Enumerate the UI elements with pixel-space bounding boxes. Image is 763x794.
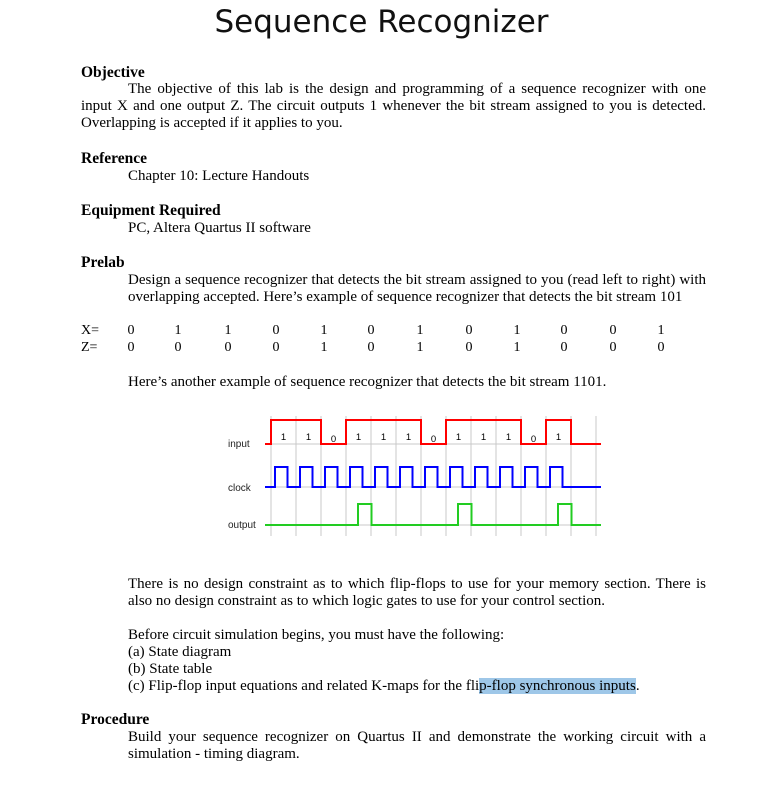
input-signal-label: input <box>228 439 250 450</box>
input-bit-label: 1 <box>305 432 312 443</box>
x-value: 0 <box>609 323 617 338</box>
x-label: X= <box>81 323 100 338</box>
input-bit-label: 1 <box>355 432 362 443</box>
x-value: 1 <box>320 323 328 338</box>
z-label: Z= <box>81 340 98 355</box>
z-value: 0 <box>224 340 232 355</box>
x-value: 0 <box>367 323 375 338</box>
input-bit-label: 1 <box>555 432 562 443</box>
timing-diagram <box>226 414 606 538</box>
z-value: 0 <box>657 340 665 355</box>
x-value: 0 <box>272 323 280 338</box>
objective-text: The objective of this lab is the design and programming of a sequence recognizer with one input X and one output Z. The circuit outputs 1 whenever the bit stream assigned to you is detected. Overlapping is accepted if it applies to you. <box>81 81 706 131</box>
input-bit-label: 1 <box>405 432 412 443</box>
x-value: 0 <box>560 323 568 338</box>
reference-text: Chapter 10: Lecture Handouts <box>128 168 310 184</box>
z-value: 0 <box>609 340 617 355</box>
z-value: 0 <box>127 340 135 355</box>
prelab-heading: Prelab <box>81 254 125 271</box>
clock-waveform <box>265 467 601 487</box>
input-bit-label: 1 <box>455 432 462 443</box>
objective-heading: Objective <box>81 64 145 81</box>
item-c-suffix: . <box>635 678 640 694</box>
output-waveform <box>265 504 601 525</box>
equipment-heading: Equipment Required <box>81 202 221 219</box>
prelab-intro: Design a sequence recognizer that detects the bit stream assigned to you (read left to right) with overlapping accepted. Here’s example of sequence recognizer that detects the bit stream 101 <box>128 272 706 305</box>
item-c-highlight: p-flop synchronous inputs <box>479 678 636 694</box>
item-c <box>128 678 640 695</box>
page-title: Sequence Recognizer <box>214 4 549 40</box>
x-value: 1 <box>657 323 665 338</box>
x-value: 1 <box>224 323 232 338</box>
clock-signal-label: clock <box>228 483 251 494</box>
procedure-heading: Procedure <box>81 711 150 728</box>
z-value: 0 <box>174 340 182 355</box>
z-value: 0 <box>560 340 568 355</box>
z-value: 0 <box>272 340 280 355</box>
x-value: 1 <box>416 323 424 338</box>
item-c-prefix: (c) Flip-flop input equations and related K-maps for the fli <box>128 678 480 694</box>
input-bit-label: 1 <box>480 432 487 443</box>
input-bit-label: 1 <box>280 432 287 443</box>
procedure-text: Build your sequence recognizer on Quartus II and demonstrate the working circuit with a simulation - timing diagram. <box>128 729 706 762</box>
x-value: 0 <box>465 323 473 338</box>
output-signal-label: output <box>228 520 256 531</box>
input-bit-label: 0 <box>530 434 537 445</box>
x-value: 1 <box>513 323 521 338</box>
z-value: 1 <box>320 340 328 355</box>
z-value: 1 <box>416 340 424 355</box>
z-value: 1 <box>513 340 521 355</box>
input-bit-label: 1 <box>380 432 387 443</box>
input-bit-label: 1 <box>505 432 512 443</box>
x-value: 0 <box>127 323 135 338</box>
input-bit-label: 0 <box>430 434 437 445</box>
input-bit-label: 0 <box>330 434 337 445</box>
constraint-text: There is no design constraint as to which flip-flops to use for your memory section. There is also no design constraint as to which logic gates to use for your control section. <box>128 576 706 609</box>
item-a: (a) State diagram <box>128 644 232 660</box>
reference-heading: Reference <box>81 150 147 167</box>
equipment-text: PC, Altera Quartus II software <box>128 220 311 236</box>
z-value: 0 <box>465 340 473 355</box>
x-value: 1 <box>174 323 182 338</box>
before-sim-text: Before circuit simulation begins, you must have the following: <box>128 627 505 643</box>
item-b: (b) State table <box>128 661 213 677</box>
z-value: 0 <box>367 340 375 355</box>
another-example-text: Here’s another example of sequence recognizer that detects the bit stream 1101. <box>128 374 607 390</box>
